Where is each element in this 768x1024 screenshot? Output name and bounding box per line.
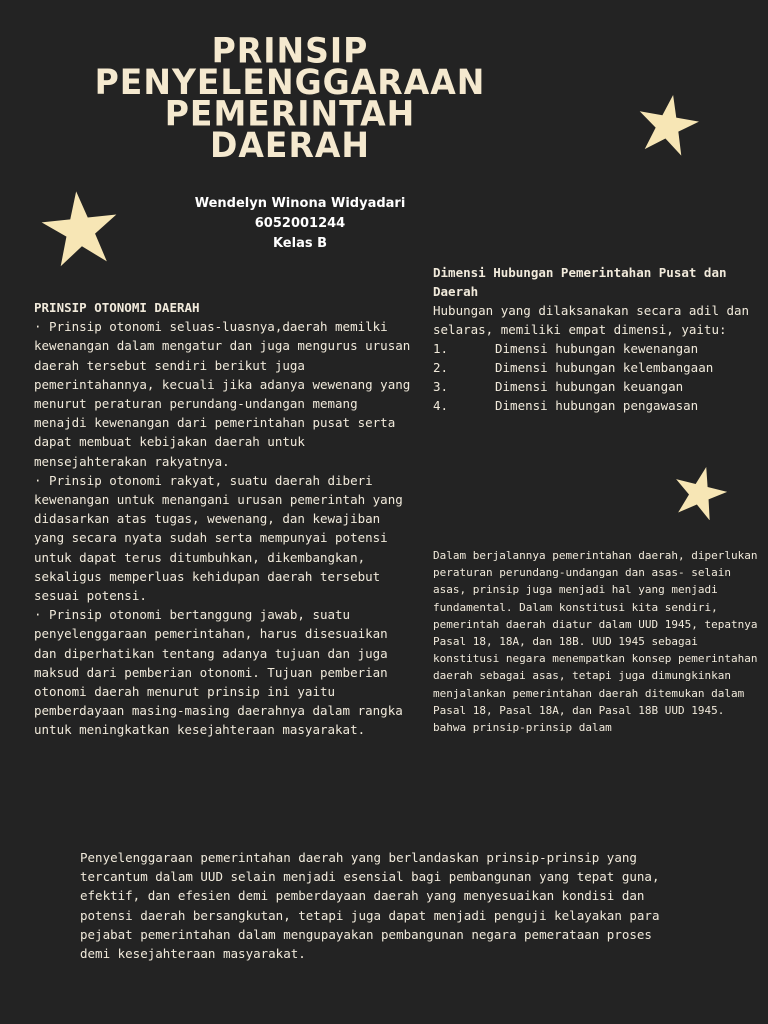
title-line: PEMERINTAH xyxy=(164,92,416,134)
star-icon xyxy=(672,464,728,520)
author-name: Wendelyn Winona Widyadari xyxy=(194,196,406,211)
otonomi-section xyxy=(34,298,414,740)
list-number: 1. xyxy=(433,341,449,356)
list-item xyxy=(433,377,758,396)
list-text: Dimensi hubungan kelembangaan xyxy=(495,360,714,375)
list-item xyxy=(433,396,758,415)
author-block xyxy=(150,194,450,254)
bullet-paragraph: · Prinsip otonomi bertanggung jawab, suatu penyelenggaraan pemerintahan, harus disesuaikan dan diperhatikan tentang adanya tujuan dan juga maksud dari pemberian otonomi. Tujuan pemberian otonomi daerah menurut prinsip ini yaitu pemberdayaan masing-masing daerahnya dalam rangka untuk meningkatkan kesejahteraan masyarakat. xyxy=(34,607,403,738)
title-line: PENYELENGGARAAN xyxy=(94,61,486,103)
list-text: Dimensi hubungan kewenangan xyxy=(495,341,699,356)
list-number: 2. xyxy=(433,360,449,375)
title-line: DAERAH xyxy=(209,124,371,166)
list-text: Dimensi hubungan keuangan xyxy=(495,379,684,394)
author-class: Kelas B xyxy=(272,236,328,251)
list-number: 4. xyxy=(433,398,449,413)
list-text: Dimensi hubungan pengawasan xyxy=(495,398,699,413)
bullet-paragraph: · Prinsip otonomi rakyat, suatu daerah diberi kewenangan untuk menangani urusan pemerintah yang didasarkan atas tugas, wewenang, dan kewajiban yang secara nyata sudah serta mempunyai potensi untuk dapat terus ditumbuhkan, dikembangkan, sekaligus memperluas kehidupan daerah tersebut sesuai potensi. xyxy=(34,472,403,604)
list-item xyxy=(433,358,758,377)
star-icon xyxy=(636,92,700,156)
section-intro: Hubungan yang dilaksanakan secara adil dan selaras, memiliki empat dimensi, yaitu: xyxy=(433,303,750,337)
bullet-paragraph: · Prinsip otonomi seluas-luasnya,daerah memilki kewenangan dalam mengatur dan juga mengurus urusan daerah tersebut sendiri berikut juga pemerintahannya, kecuali jika adanya wewenang yang menurut peraturan perundang-undangan memang menajdi kewenangan dari pemerintahan pusat serta dapat membuat kebijakan daerah untuk mensejahterakan rakyatnya. xyxy=(34,319,411,469)
conclusion-paragraph: Penyelenggaraan pemerintahan daerah yang berlandaskan prinsip-prinsip yang tercantum dalam UUD selain menjadi esensial bagi pembangunan yang tepat guna, efektif, dan efesien demi pemberdayaan daerah yang menyesuaikan kondisi dan potensi daerah bersangkutan, tetapi juga dapat menjadi penguji kelayakan para pejabat pemerintahan dalam mengupayakan pembangunan negara pemerataan proses demi kesejahteraan masyarakat. xyxy=(80,850,660,962)
list-number: 3. xyxy=(433,379,449,394)
section-heading: PRINSIP OTONOMI DAERAH xyxy=(34,300,200,315)
section-heading: Dimensi Hubungan Pemerintahan Pusat dan Daerah xyxy=(433,265,727,299)
title-line: PRINSIP xyxy=(211,29,369,71)
uud-paragraph: Dalam berjalannya pemerintahan daerah, diperlukan peraturan perundang-undangan dan asas- selain asas, prinsip juga menjadi hal yang menjadi fundamental. Dalam konstitusi kita sendiri, pemerintah daerah diatur dalam UUD 1945, tepatnya Pasal 18, 18A, dan 18B. UUD 1945 sebagai konstitusi negara menempatkan konsep pemerintahan daerah sebagai asas, tetapi juga dimungkinkan menjalankan pemerintahan daerah ditemukan dalam Pasal 18, Pasal 18A, dan Pasal 18B UUD 1945. bahwa prinsip-prinsip dalam xyxy=(433,549,758,735)
list-item xyxy=(433,339,758,358)
author-id: 6052001244 xyxy=(254,216,346,231)
page-title xyxy=(40,29,540,166)
star-icon xyxy=(38,188,122,268)
dimensi-section xyxy=(433,263,758,415)
